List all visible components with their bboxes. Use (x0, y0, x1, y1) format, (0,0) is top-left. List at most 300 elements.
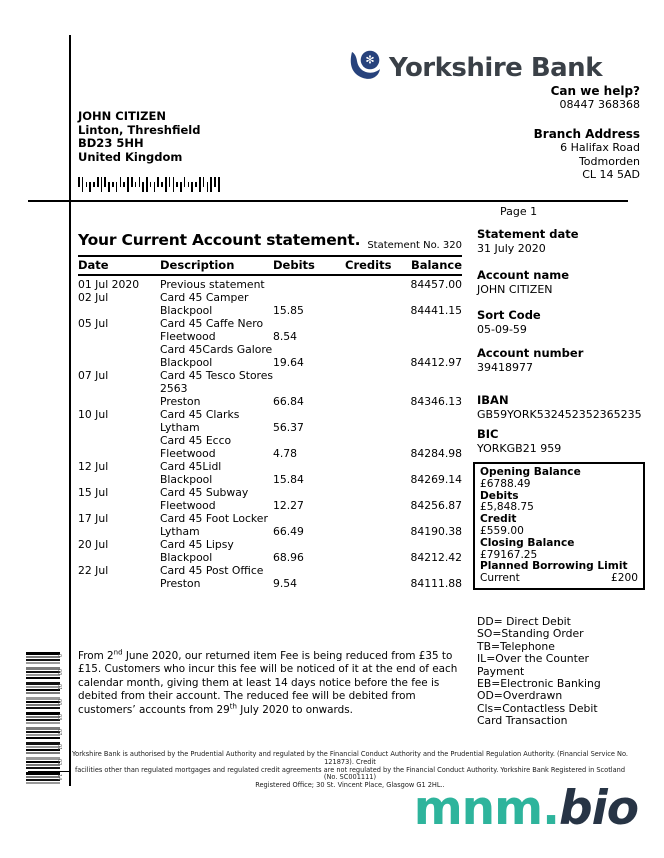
mail-barcode-bar (180, 182, 182, 192)
mail-barcode-bar (176, 182, 178, 187)
table-cell (78, 356, 160, 369)
branch-address-line: 6 Halifax Road (560, 141, 640, 155)
table-cell: 84269.14 (410, 473, 462, 486)
account-name-label: Account name (477, 268, 570, 282)
table-cell: Previous statement (160, 278, 265, 291)
table-cell: Fleetwood (160, 447, 216, 460)
table-cell: Blackpool (160, 304, 213, 317)
table-cell (78, 330, 160, 343)
side-barcode-digit: 02 (56, 759, 62, 766)
table-cell: 15.85 (273, 304, 304, 317)
borrowing-limit-label: Planned Borrowing Limit (480, 560, 628, 573)
header-divider-rule (28, 200, 628, 202)
legend-line: TB=Telephone (477, 639, 555, 653)
iban-block (477, 394, 642, 421)
iban-value: GB59YORK532452352365235 (477, 407, 642, 421)
table-cell (78, 473, 160, 486)
mail-barcode-bar (199, 177, 201, 192)
branch-address-line: Todmorden (578, 154, 640, 168)
mail-barcode-bar (135, 182, 137, 187)
mail-barcode-bar (89, 182, 91, 192)
mail-barcode-bar (104, 177, 106, 187)
table-cell (345, 382, 385, 395)
table-cell (345, 343, 385, 356)
table-cell (345, 330, 385, 343)
table-cell (273, 408, 345, 421)
table-cell: 4.78 (273, 447, 298, 460)
watermark-prefix: mnm. (413, 781, 559, 836)
side-barcode-bar (26, 749, 60, 751)
mail-barcode-bar (157, 177, 159, 187)
table-cell (273, 291, 345, 304)
table-row (78, 408, 462, 421)
table-cell: 02 Jul (78, 291, 109, 304)
side-barcode-bar (26, 719, 60, 721)
table-cell (78, 525, 160, 538)
table-row (78, 356, 462, 369)
legend-line: OD=Overdrawn (477, 689, 563, 703)
table-cell: Blackpool (160, 356, 213, 369)
account-name-block (477, 269, 569, 296)
table-cell (78, 421, 160, 434)
table-row (78, 512, 462, 525)
side-barcode-bar (26, 689, 60, 691)
mail-barcode-bar (78, 177, 80, 187)
table-cell (78, 382, 160, 395)
sort-code-block (477, 309, 541, 336)
notice-text-segment: nd (113, 648, 123, 657)
side-barcode-bar (26, 712, 60, 715)
side-barcode-bar (26, 652, 62, 658)
table-cell: 9.54 (273, 577, 298, 590)
side-barcode-group (26, 667, 60, 679)
fee-notice-paragraph (78, 650, 476, 717)
table-cell (273, 460, 345, 473)
mail-barcode-bar (154, 182, 156, 192)
table-cell: Lytham (160, 421, 200, 434)
page-number: Page 1 (500, 205, 538, 218)
table-cell (78, 395, 160, 408)
side-barcode-bar (26, 764, 60, 766)
footer-line: Registered Office; 30 St. Vincent Place, Glasgow G1 2HL.. (255, 781, 445, 790)
table-cell (385, 421, 462, 434)
table-row (78, 486, 462, 499)
iban-label: IBAN (477, 393, 509, 407)
side-barcode-digit: 0 (56, 654, 62, 658)
table-cell: 17 Jul (78, 512, 109, 525)
legend-line: SO=Standing Order (477, 627, 584, 641)
table-row (78, 395, 462, 408)
table-cell: Preston (160, 395, 201, 408)
side-barcode-bar (26, 656, 60, 658)
mail-barcode-bar (218, 177, 220, 192)
mail-barcode-bar (86, 182, 88, 187)
borrowing-limit-term: Current (480, 572, 520, 585)
table-cell: Card 45Cards Galore (160, 343, 273, 356)
transactions-body (78, 276, 462, 590)
side-stacked-barcode (26, 652, 70, 787)
table-cell (345, 538, 385, 551)
table-cell: 07 Jul (78, 369, 109, 382)
mail-barcode-bar (173, 177, 175, 192)
table-cell: 84111.88 (410, 577, 462, 590)
recipient-address-line: BD23 5HH (78, 136, 144, 151)
side-barcode-bar (26, 674, 60, 676)
branch-address-label: Branch Address (533, 127, 640, 141)
table-cell: 68.96 (273, 551, 304, 564)
side-barcode-bar (26, 667, 60, 670)
footer-line: Yorkshire Bank is authorised by the Prudential Authority and regulated by the Financial Conduct Authority and the Prudential Regulation Authority. (Financial Service No. 121873). Credit (72, 750, 628, 766)
bank-logo (348, 50, 602, 86)
column-header-balance: Balance (410, 258, 462, 272)
table-cell (345, 278, 385, 291)
side-barcode-bar (26, 704, 60, 706)
statement-number: Statement No. 320 (367, 240, 462, 251)
table-cell: 15.84 (273, 473, 304, 486)
summary-value: £6788.49 (480, 477, 531, 490)
side-barcode-group (26, 712, 60, 724)
table-cell (345, 473, 385, 486)
mail-barcode-bar (146, 177, 148, 192)
column-header-date: Date (78, 258, 109, 272)
mail-barcode-bar (150, 182, 152, 187)
mail-barcode-bar (108, 182, 110, 192)
recipient-address-line: Linton, Threshfield (78, 122, 201, 137)
column-header-debits: Debits (273, 258, 315, 272)
table-cell (385, 369, 462, 382)
account-number-block (477, 347, 583, 374)
table-cell (273, 317, 345, 330)
side-barcode-group (26, 682, 60, 694)
table-cell: 84284.98 (410, 447, 462, 460)
account-number-label: Account number (477, 346, 584, 360)
table-cell (385, 460, 462, 473)
mnm-bio-watermark (414, 781, 638, 836)
table-cell (78, 434, 160, 447)
abbreviation-legend (477, 616, 601, 728)
yorkshire-bank-rose-icon (348, 50, 382, 86)
side-barcode-group (26, 727, 60, 739)
table-cell (385, 564, 462, 577)
table-cell (385, 291, 462, 304)
table-cell (345, 434, 385, 447)
table-cell: Card 45 Camper (160, 291, 249, 304)
mail-barcode-bar (116, 182, 118, 192)
table-cell (78, 447, 160, 460)
table-cell: Card 45 Clarks (160, 408, 240, 421)
side-barcode-bar (26, 772, 60, 775)
side-barcode-digit: 01 (56, 744, 62, 751)
table-cell (345, 564, 385, 577)
table-row (78, 538, 462, 551)
table-cell (345, 499, 385, 512)
recipient-address-line: United Kingdom (78, 150, 183, 165)
table-cell: 2563 (160, 382, 188, 395)
mail-barcode-bar (210, 177, 212, 192)
recipient-address-line: JOHN CITIZEN (78, 109, 166, 123)
summary-label: Closing Balance (480, 536, 575, 549)
table-cell (385, 486, 462, 499)
table-cell (273, 278, 345, 291)
mail-barcode-bar (203, 177, 205, 187)
table-cell (345, 304, 385, 317)
table-cell: Fleetwood (160, 330, 216, 343)
side-barcode-bar (26, 752, 60, 754)
mail-barcode-bar (131, 177, 133, 187)
side-barcode-group (26, 742, 60, 754)
mail-barcode-bar (184, 177, 186, 187)
legend-line: Payment (477, 664, 525, 678)
table-cell: Card 45 Ecco (160, 434, 232, 447)
table-cell: 12.27 (273, 499, 304, 512)
table-cell (345, 460, 385, 473)
table-cell (345, 356, 385, 369)
side-barcode-bar (26, 727, 60, 730)
table-cell: 05 Jul (78, 317, 109, 330)
side-barcode-bar (26, 734, 60, 736)
bic-label: BIC (477, 427, 499, 441)
side-barcode-bar (26, 682, 60, 685)
notice-text-segment: From 2 (78, 650, 114, 662)
side-barcode-bar (26, 697, 60, 700)
mail-barcode-bar (127, 177, 129, 192)
table-row (78, 525, 462, 538)
transactions-header (78, 255, 462, 276)
mail-barcode-bar (112, 182, 114, 187)
summary-label: Opening Balance (480, 466, 581, 478)
table-cell: 84256.87 (410, 499, 462, 512)
table-cell (345, 447, 385, 460)
legend-line: Card Transaction (477, 714, 568, 728)
help-label: Can we help? (550, 84, 640, 98)
table-cell (385, 343, 462, 356)
mail-barcode-bar (142, 182, 144, 192)
table-cell: Blackpool (160, 551, 213, 564)
table-cell (385, 330, 462, 343)
table-cell: Card 45 Post Office (160, 564, 264, 577)
table-cell (273, 343, 345, 356)
table-row (78, 551, 462, 564)
side-barcode-bar (26, 767, 60, 769)
table-row (78, 434, 462, 447)
table-cell (273, 434, 345, 447)
table-row (78, 317, 462, 330)
legend-line: Cls=Contactless Debit (477, 701, 598, 715)
table-row (78, 499, 462, 512)
table-cell (345, 512, 385, 525)
table-cell: 66.49 (273, 525, 304, 538)
borrowing-limit-value: £200 (611, 572, 638, 585)
footer-line: facilities other than regulated mortgages and regulated credit agreements are not regulated by the Financial Conduct Authority. Yorkshire Bank Registered in Scotland (No. SC001111) (74, 765, 626, 782)
help-block (551, 84, 640, 111)
watermark-suffix: bio (558, 781, 638, 836)
table-row (78, 473, 462, 486)
side-barcode-bar (26, 722, 60, 724)
table-cell (345, 369, 385, 382)
table-row (78, 291, 462, 304)
table-cell (273, 382, 345, 395)
table-cell (273, 564, 345, 577)
table-cell (78, 343, 160, 356)
mail-barcode-bar (120, 177, 122, 187)
mail-barcode-bar (161, 182, 163, 187)
transactions-table (78, 255, 462, 590)
mail-barcode-bar (97, 177, 99, 187)
table-cell (345, 577, 385, 590)
table-cell: 56.37 (273, 421, 304, 434)
table-cell (345, 486, 385, 499)
table-cell (345, 395, 385, 408)
side-barcode-digit: 00 (56, 699, 62, 706)
table-cell: 22 Jul (78, 564, 109, 577)
bic-block (477, 428, 561, 455)
balance-summary-box (473, 462, 645, 590)
table-cell (345, 525, 385, 538)
table-row (78, 343, 462, 356)
statement-date-block (477, 228, 579, 255)
table-cell (345, 408, 385, 421)
table-row (78, 421, 462, 434)
table-cell (385, 317, 462, 330)
side-barcode-group (26, 772, 60, 784)
table-cell (78, 304, 160, 317)
side-barcode-bar (26, 742, 60, 745)
side-barcode-digit: 14 (56, 774, 62, 781)
legend-line: DD= Direct Debit (477, 615, 571, 628)
sort-code-value: 05-09-59 (477, 322, 527, 336)
side-barcode-digit: 00 (56, 669, 62, 676)
side-barcode-bar (26, 692, 60, 694)
mail-barcode-bar (188, 182, 190, 187)
table-cell (385, 538, 462, 551)
side-barcode-bar (26, 757, 60, 760)
table-cell (385, 512, 462, 525)
table-row (78, 304, 462, 317)
table-cell (345, 291, 385, 304)
notice-text-segment: June 2020, our returned item Fee is being reduced from £35 to £15. Customers who incur this fee will be noticed of it at the end of each calendar month, giving them at least 14 days notice before the fee is debited from their account. The reduced fee will be debited from customers’ accounts from 29 (78, 650, 458, 716)
mail-barcode-bar (123, 182, 125, 187)
table-row (78, 330, 462, 343)
table-cell: 20 Jul (78, 538, 109, 551)
table-cell: 84212.42 (410, 551, 462, 564)
summary-value: £5,848.75 (480, 501, 534, 514)
mail-barcode-bar (101, 177, 103, 192)
table-cell: 84346.13 (410, 395, 462, 408)
side-barcode-group (26, 757, 60, 769)
table-row (78, 369, 462, 382)
account-name-value: JOHN CITIZEN (477, 282, 553, 296)
table-cell: 10 Jul (78, 408, 109, 421)
table-cell: Blackpool (160, 473, 213, 486)
branch-address-lines (534, 141, 640, 181)
side-barcode-bar (26, 677, 60, 679)
table-cell (345, 551, 385, 564)
table-cell: 01 Jul 2020 (78, 278, 140, 291)
table-cell: 12 Jul (78, 460, 109, 473)
table-cell: 84457.00 (410, 278, 462, 291)
table-cell (273, 512, 345, 525)
mail-sorting-barcode (78, 177, 220, 193)
table-cell: 84441.15 (410, 304, 462, 317)
summary-label: Debits (480, 489, 519, 502)
summary-value: £559.00 (480, 524, 524, 537)
table-cell: Card 45 Caffe Nero (160, 317, 264, 330)
statement-title: Your Current Account statement. (78, 231, 361, 249)
side-barcode-bar (26, 659, 60, 661)
table-cell (385, 382, 462, 395)
legend-line: IL=Over the Counter (477, 652, 589, 666)
side-barcode-bar (26, 707, 60, 709)
mail-barcode-bar (139, 177, 141, 187)
statement-date-label: Statement date (477, 227, 579, 241)
statement-date-value: 31 July 2020 (477, 241, 546, 255)
table-cell: Preston (160, 577, 201, 590)
table-cell: 15 Jul (78, 486, 109, 499)
side-barcode-bar (26, 779, 60, 781)
table-row (78, 577, 462, 590)
table-cell (273, 369, 345, 382)
side-barcode-bar (26, 662, 60, 664)
help-phone: 08447 368368 (559, 98, 640, 111)
table-cell: 19.64 (273, 356, 304, 369)
table-cell (78, 577, 160, 590)
table-row (78, 564, 462, 577)
balance-summary-items (480, 467, 638, 561)
mail-barcode-bar (207, 182, 209, 192)
branch-address-line: CL 14 5AD (582, 167, 640, 181)
branch-address-block (534, 128, 640, 181)
side-barcode-bar (26, 737, 60, 739)
svg-text:✻: ✻ (365, 53, 375, 67)
summary-label: Credit (480, 513, 517, 526)
table-row (78, 447, 462, 460)
recipient-address (78, 110, 200, 165)
table-cell (78, 551, 160, 564)
side-barcode-digit: 03 (56, 714, 62, 721)
mail-barcode-bar (214, 177, 216, 187)
table-cell (345, 421, 385, 434)
table-cell: 84190.38 (410, 525, 462, 538)
table-cell: Card 45Lidl (160, 460, 222, 473)
table-cell: Card 45 Foot Locker (160, 512, 268, 525)
mail-barcode-bar (195, 182, 197, 187)
table-cell (385, 434, 462, 447)
mail-barcode-bar (191, 182, 193, 192)
table-cell (385, 408, 462, 421)
notice-text-segment: July 2020 to onwards. (236, 703, 353, 716)
side-barcode-digit: 07 (56, 729, 62, 736)
table-cell (273, 486, 345, 499)
notice-text-segment: th (229, 702, 237, 711)
table-cell: Card 45 Lipsy (160, 538, 234, 551)
table-cell (78, 499, 160, 512)
side-barcode-digit: 01 (56, 684, 62, 691)
mail-barcode-bar (93, 182, 95, 187)
mail-barcode-bar (165, 177, 167, 192)
table-cell: Card 45 Tesco Stores (160, 369, 274, 382)
table-row (78, 460, 462, 473)
legend-line: EB=Electronic Banking (477, 677, 601, 691)
table-cell: 8.54 (273, 330, 298, 343)
side-barcode-group (26, 652, 60, 664)
table-cell: Card 45 Subway (160, 486, 249, 499)
table-row (78, 278, 462, 291)
mail-barcode-bar (82, 177, 84, 192)
table-cell: 66.84 (273, 395, 304, 408)
summary-value: £79167.25 (480, 548, 538, 561)
account-number-value: 39418977 (477, 360, 533, 374)
side-barcode-group (26, 697, 60, 709)
